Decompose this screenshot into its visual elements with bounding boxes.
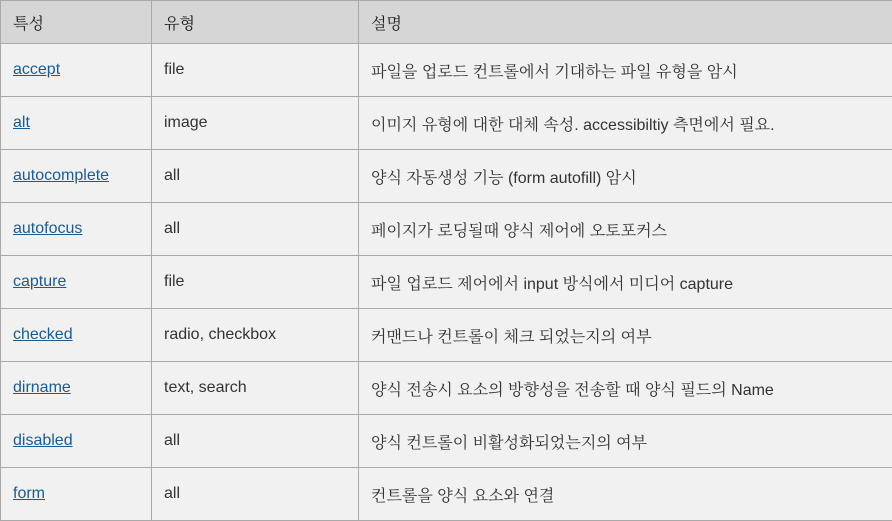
column-header-type: 유형 bbox=[152, 1, 359, 44]
description-cell: 파일을 업로드 컨트롤에서 기대하는 파일 유형을 암시 bbox=[359, 44, 892, 97]
type-cell: all bbox=[152, 203, 359, 256]
type-cell: all bbox=[152, 150, 359, 203]
table-row bbox=[1, 468, 892, 521]
type-cell: image bbox=[152, 97, 359, 150]
type-cell: all bbox=[152, 468, 359, 521]
table-row bbox=[1, 203, 892, 256]
type-cell: radio, checkbox bbox=[152, 309, 359, 362]
table-row bbox=[1, 415, 892, 468]
description-cell: 페이지가 로딩될때 양식 제어에 오토포커스 bbox=[359, 203, 892, 256]
description-cell: 파일 업로드 제어에서 input 방식에서 미디어 capture bbox=[359, 256, 892, 309]
column-header-attribute: 특성 bbox=[1, 1, 152, 44]
attribute-link-checked[interactable]: checked bbox=[13, 326, 73, 343]
table-row bbox=[1, 256, 892, 309]
attribute-link-alt[interactable]: alt bbox=[13, 114, 30, 131]
attribute-cell bbox=[1, 203, 152, 256]
description-cell: 양식 컨트롤이 비활성화되었는지의 여부 bbox=[359, 415, 892, 468]
description-cell: 컨트롤을 양식 요소와 연결 bbox=[359, 468, 892, 521]
attribute-link-autofocus[interactable]: autofocus bbox=[13, 220, 82, 237]
table-row bbox=[1, 362, 892, 415]
attribute-cell bbox=[1, 150, 152, 203]
type-cell: text, search bbox=[152, 362, 359, 415]
attribute-link-capture[interactable]: capture bbox=[13, 273, 66, 290]
type-cell: file bbox=[152, 44, 359, 97]
column-header-description: 설명 bbox=[359, 1, 892, 44]
attribute-cell bbox=[1, 44, 152, 97]
attribute-cell bbox=[1, 256, 152, 309]
description-cell: 양식 전송시 요소의 방향성을 전송할 때 양식 필드의 Name bbox=[359, 362, 892, 415]
attribute-cell bbox=[1, 362, 152, 415]
table-row bbox=[1, 97, 892, 150]
attribute-link-accept[interactable]: accept bbox=[13, 61, 60, 78]
attribute-link-dirname[interactable]: dirname bbox=[13, 379, 71, 396]
type-cell: file bbox=[152, 256, 359, 309]
description-cell: 커맨드나 컨트롤이 체크 되었는지의 여부 bbox=[359, 309, 892, 362]
table-row bbox=[1, 309, 892, 362]
type-cell: all bbox=[152, 415, 359, 468]
attribute-cell bbox=[1, 309, 152, 362]
attribute-link-form[interactable]: form bbox=[13, 485, 45, 502]
attribute-link-autocomplete[interactable]: autocomplete bbox=[13, 167, 109, 184]
header-row bbox=[1, 1, 892, 44]
attribute-cell bbox=[1, 415, 152, 468]
description-cell: 양식 자동생성 기능 (form autofill) 암시 bbox=[359, 150, 892, 203]
description-cell: 이미지 유형에 대한 대체 속성. accessibiltiy 측면에서 필요. bbox=[359, 97, 892, 150]
table-row bbox=[1, 44, 892, 97]
table-row bbox=[1, 150, 892, 203]
attribute-cell bbox=[1, 468, 152, 521]
attribute-link-disabled[interactable]: disabled bbox=[13, 432, 73, 449]
attribute-cell bbox=[1, 97, 152, 150]
